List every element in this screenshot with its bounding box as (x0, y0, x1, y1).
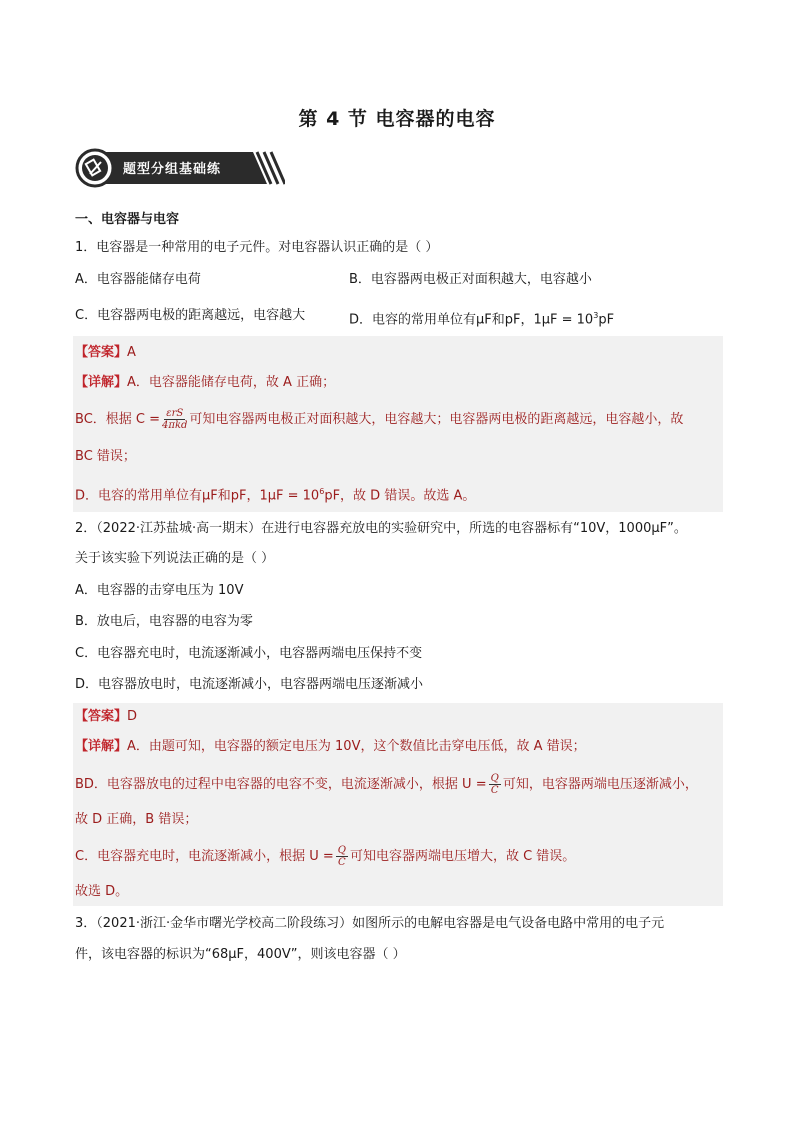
q2-detail-4: C．电容器充电时，电流逐渐减小，根据 U = $\frac{Q}{C}$ 可知电容器两端电压增大，故 C 错误。 (75, 845, 576, 868)
q3-stem-1: 3．（2021·浙江·金华市曙光学校高二阶段练习）如图所示的电解电容器是电气设备电路中常用的电子元 (75, 916, 665, 931)
q2-detail-5: 故选 D。 (75, 884, 129, 899)
q1-stem: 1．电容器是一种常用的电子元件。对电容器认识正确的是（ ） (75, 240, 439, 255)
q1-option-d: D．电容的常用单位有μF和pF，$1\mu F = 10^3pF$ (349, 311, 615, 328)
formula-fraction: $\frac{Q}{C}$ (490, 773, 499, 796)
q1-option-c: C．电容器两电极的距离越远，电容越大 (75, 308, 306, 323)
q2-answer: 【答案】D (75, 709, 138, 724)
q2-option-d: D．电容器放电时，电流逐渐减小，电容器两端电压逐渐减小 (75, 677, 424, 692)
q1-detail-4: D．电容的常用单位有μF和pF，$1\mu F = 10^6pF$，故 D 错误。故选 A。 (75, 487, 476, 504)
section-banner (75, 148, 285, 188)
page-title: 第 4 节 电容器的电容 (298, 108, 496, 130)
section-heading: 一、电容器与电容 (75, 212, 180, 227)
q1-detail-2: BC．根据 C = $\frac{\text{εrS}}{\text{4πkd}}$ 可知电容器两电极正对面积越大，电容越大；电容器两电极的距离越远，电容越小，故 (75, 408, 684, 431)
q2-option-b: B．放电后，电容器的电容为零 (75, 614, 253, 629)
q2-stem-1: 2．（2022·江苏盐城·高一期末）在进行电容器充放电的实验研究中，所选的电容器标有“10V，1000μF”。 (75, 521, 687, 536)
q2-stem-2: 关于该实验下列说法正确的是（ ） (75, 551, 275, 566)
q1-detail-3: BC 错误； (75, 449, 136, 464)
banner-label: 题型分组基础练 (123, 162, 222, 177)
q2-option-a: A．电容器的击穿电压为 10V (75, 583, 244, 598)
q1-option-b: B．电容器两电极正对面积越大，电容越小 (349, 272, 592, 287)
q1-detail-1: 【详解】A．电容器能储存电荷，故 A 正确； (75, 375, 336, 390)
q1-option-a: A．电容器能储存电荷 (75, 272, 201, 287)
q3-stem-2: 件，该电容器的标识为“68μF，400V”，则该电容器（ ） (75, 947, 406, 962)
q2-detail-2: BD．电容器放电的过程中电容器的电容不变，电流逐渐减小，根据 U = $\frac{Q}{C}$ 可知，电容器两端电压逐渐减小， (75, 773, 698, 796)
q1-answer: 【答案】A (75, 345, 136, 360)
formula-fraction: $\frac{Q}{C}$ (337, 845, 346, 868)
q2-option-c: C．电容器充电时，电流逐渐减小，电容器两端电压保持不变 (75, 646, 423, 661)
q2-detail-1: 【详解】A．由题可知，电容器的额定电压为 10V，这个数值比击穿电压低，故 A 错误； (75, 739, 586, 754)
q2-answer-block (73, 703, 723, 906)
q2-detail-3: 故 D 正确，B 错误； (75, 812, 198, 827)
formula-fraction: $\frac{\text{εrS}}{\text{4πkd}}$ (162, 408, 188, 431)
